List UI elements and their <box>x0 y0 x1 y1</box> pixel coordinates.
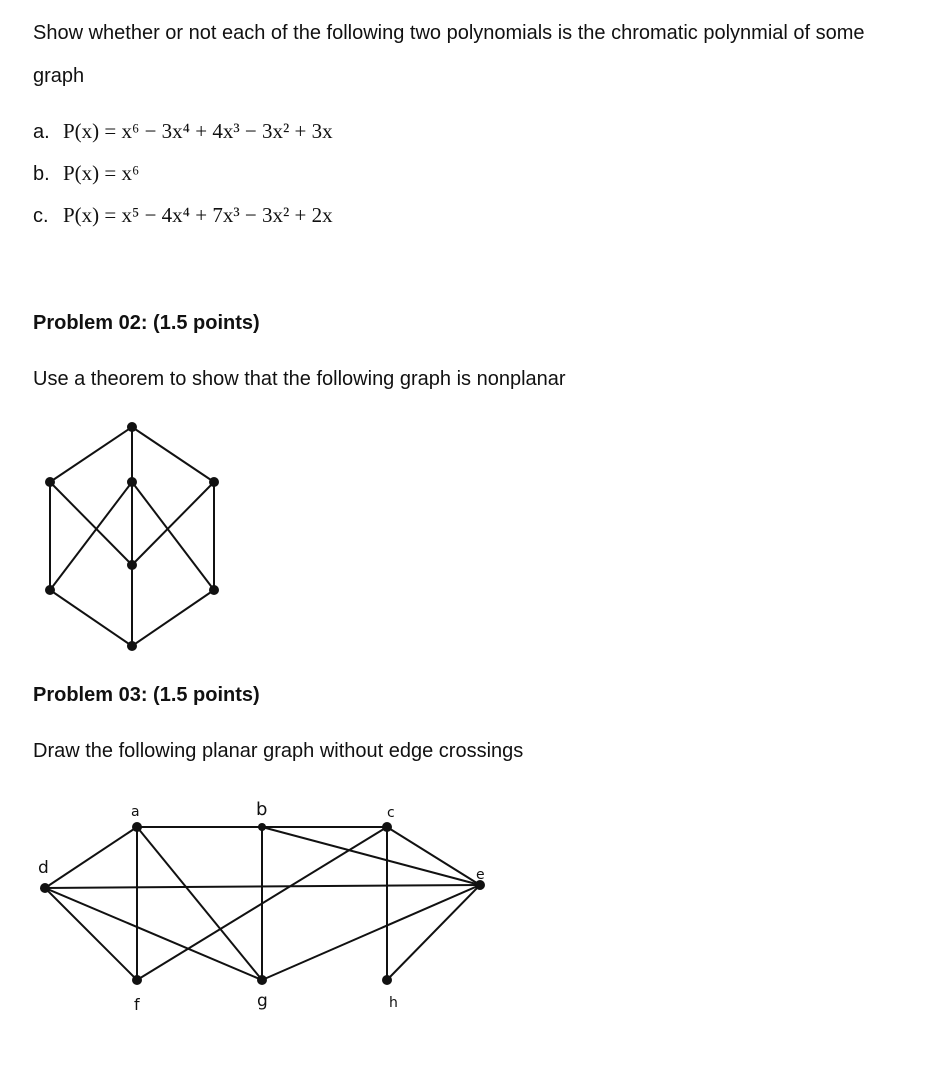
polynomial-expression: P(x) = x⁵ − 4x⁴ + 7x³ − 3x² + 2x <box>63 203 333 227</box>
edge-d-g <box>45 888 262 980</box>
vertex-h <box>382 975 392 985</box>
problem-02-heading: Problem 02: (1.5 points) <box>33 312 260 334</box>
edge-d-a <box>45 827 137 888</box>
problem-03-heading: Problem 03: (1.5 points) <box>33 684 260 706</box>
vertex-f <box>132 975 142 985</box>
problem-03-prompt: Draw the following planar graph without edge crossings <box>33 740 524 762</box>
problem-01-intro: Show whether or not each of the following two polynomials is the chromatic polynmial of some graph <box>33 22 865 87</box>
vertex-d <box>40 883 50 893</box>
edge-e-g <box>262 885 480 980</box>
edge-d-f <box>45 888 137 980</box>
item-letter: c. <box>33 205 49 227</box>
vertex-g <box>257 975 267 985</box>
vertex-label-f: f <box>134 995 140 1014</box>
vertex-label-a: a <box>131 804 140 820</box>
vertex-b <box>258 823 266 831</box>
problem-02-prompt: Use a theorem to show that the following graph is nonplanar <box>33 368 566 390</box>
vertex-a <box>132 822 142 832</box>
vertex-label-e: e <box>476 867 485 883</box>
vertex-c <box>382 822 392 832</box>
item-letter: b. <box>33 163 50 185</box>
edge-c-e <box>387 827 480 885</box>
vertex-label-g: g <box>257 991 268 1011</box>
item-letter: a. <box>33 121 50 143</box>
polynomial-expression: P(x) = x⁶ <box>63 161 140 185</box>
vertex-label-c: c <box>387 805 395 821</box>
edge-e-h <box>387 885 480 980</box>
edge-a-g <box>137 827 262 980</box>
vertex-label-d: d <box>38 858 49 878</box>
vertex-label-b: b <box>256 799 268 820</box>
vertex-label-h: h <box>389 995 398 1011</box>
polynomial-expression: P(x) = x⁶ − 3x⁴ + 4x³ − 3x² + 3x <box>63 119 333 143</box>
